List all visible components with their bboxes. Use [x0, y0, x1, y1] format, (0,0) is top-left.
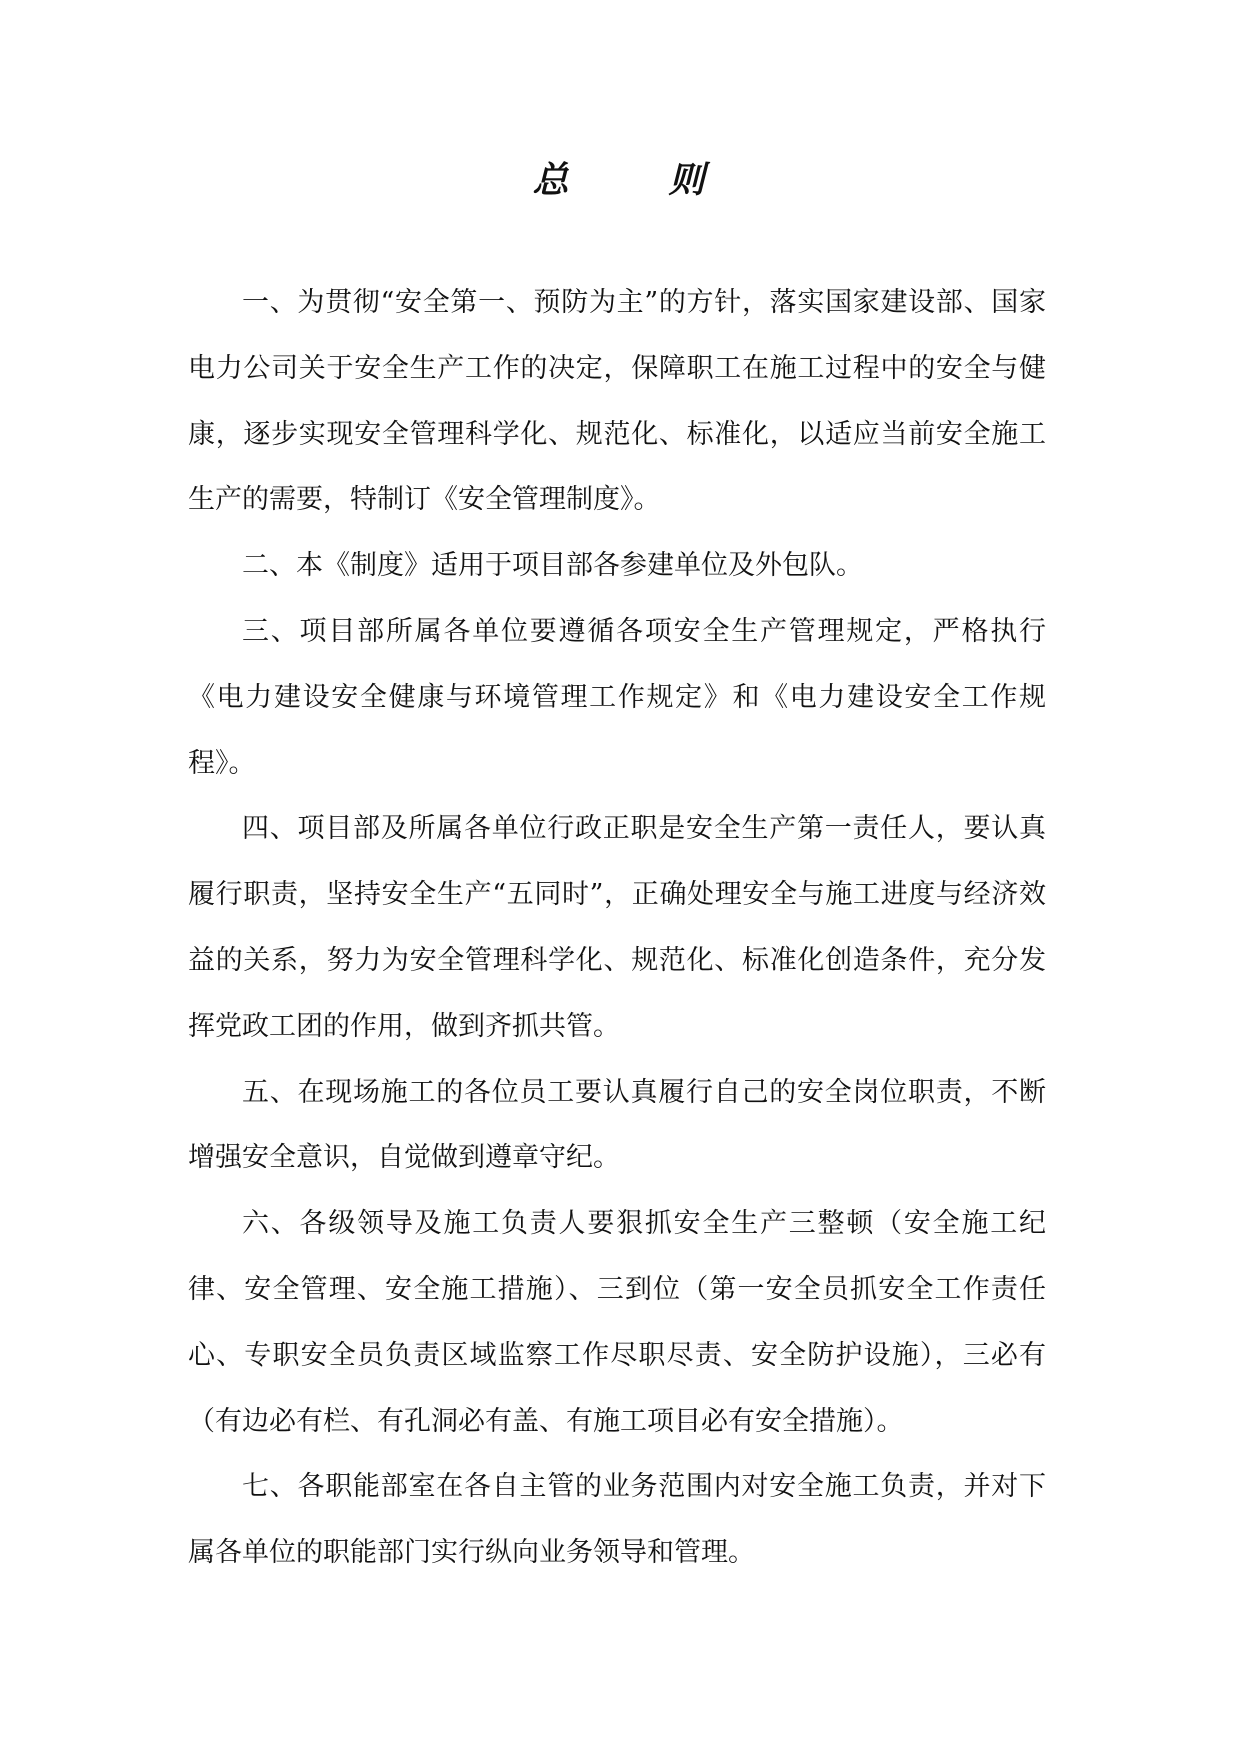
paragraph-1: 一、为贯彻“安全第一、预防为主”的方针，落实国家建设部、国家电力公司关于安全生产工作的决定，保障职工在施工过程中的安全与健康，逐步实现安全管理科学化、规范化、标准化，以适应当前安全施工生产的需要，特制订《安全管理制度》。 [188, 287, 1046, 516]
title-char-1: 总 [532, 159, 573, 201]
paragraph-3: 三、项目部所属各单位要遵循各项安全生产管理规定，严格执行《电力建设安全健康与环境管理工作规定》和《电力建设安全工作规程》。 [188, 615, 1046, 779]
paragraph-5: 五、在现场施工的各位员工要认真履行自己的安全岗位职责，不断增强安全意识，自觉做到遵章守纪。 [188, 1076, 1046, 1174]
article-body [188, 270, 1046, 1586]
paragraph-2: 二、本《制度》适用于项目部各参建单位及外包队。 [242, 550, 863, 582]
page-title [0, 158, 1241, 202]
title-char-2: 则 [668, 159, 709, 201]
paragraph-4: 四、项目部及所属各单位行政正职是安全生产第一责任人，要认真履行职责，坚持安全生产“五同时”，正确处理安全与施工进度与经济效益的关系，努力为安全管理科学化、规范化、标准化创造条件，充分发挥党政工团的作用，做到齐抓共管。 [188, 813, 1046, 1042]
paragraph-7: 七、各职能部室在各自主管的业务范围内对安全施工负责，并对下属各单位的职能部门实行纵向业务领导和管理。 [188, 1471, 1046, 1569]
paragraph-6: 六、各级领导及施工负责人要狠抓安全生产三整顿（安全施工纪律、安全管理、安全施工措施）、三到位（第一安全员抓安全工作责任心、专职安全员负责区域监察工作尽职尽责、安全防护设施），三必有（有边必有栏、有孔洞必有盖、有施工项目必有安全措施）。 [188, 1208, 1046, 1437]
